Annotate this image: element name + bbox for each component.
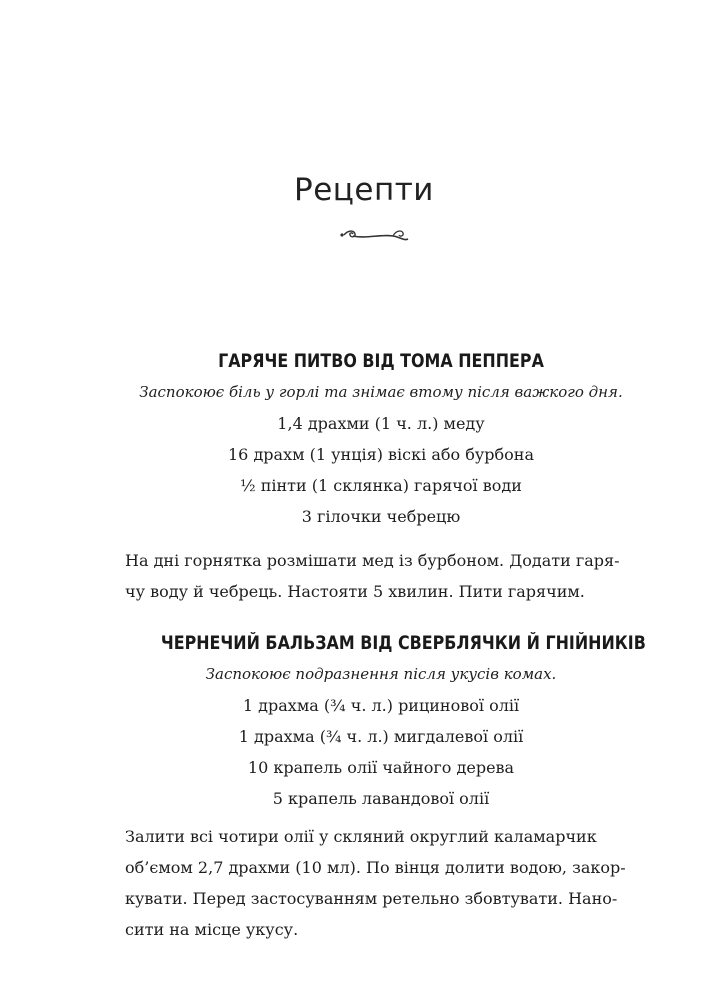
recipe-1 [125, 348, 637, 532]
instruction-line: об’ємом 2,7 драхми (10 мл). По вінця долити водою, закор- [125, 858, 626, 877]
ingredient-item: 16 драхм (1 унція) віскі або бурбона [228, 445, 534, 464]
instruction-line: На дні горнятка розмішати мед із бурбоном. Додати гаря- [125, 551, 620, 570]
ingredient-item: 5 крапель лавандової олії [272, 789, 490, 808]
recipe-1-instructions [125, 545, 637, 607]
instruction-line: кувати. Перед застосуванням ретельно збовтувати. Нано- [125, 889, 618, 908]
instruction-line: сити на місце укусу. [125, 920, 299, 939]
flourish-ornament-icon [338, 224, 412, 244]
ingredient-item: 3 гілочки чебрецю [301, 507, 461, 526]
chapter-title: Рецепти [294, 172, 434, 208]
recipe-title: ГАРЯЧЕ ПИТВО ВІД ТОМА ПЕППЕРА [218, 351, 544, 372]
recipe-2-instructions [125, 821, 637, 945]
instruction-line: чу воду й чебрець. Настояти 5 хвилин. Пити гарячим. [125, 582, 585, 601]
recipe-subtitle: Заспокоює подразнення після укусів комах. [205, 665, 557, 683]
recipe-title: ЧЕРНЕЧИЙ БАЛЬЗАМ ВІД СВЕРБЛЯЧКИ Й ГНІЙНИКІВ [160, 633, 646, 654]
ingredient-item: 1,4 драхми (1 ч. л.) меду [277, 414, 485, 433]
ingredient-item: 1 драхма (¾ ч. л.) рицинової олії [242, 696, 520, 715]
ingredient-list [125, 408, 637, 532]
instruction-line: Залити всі чотири олії у скляний округлий каламарчик [125, 827, 597, 846]
ingredient-list [125, 690, 637, 814]
ingredient-item: ½ пінти (1 склянка) гарячої води [240, 476, 522, 495]
recipe-2 [125, 630, 646, 814]
ingredient-item: 10 крапель олії чайного дерева [247, 758, 515, 777]
ingredient-item: 1 драхма (¾ ч. л.) мигдалевої олії [238, 727, 524, 746]
recipe-subtitle: Заспокоює біль у горлі та знімає втому після важкого дня. [139, 383, 623, 401]
